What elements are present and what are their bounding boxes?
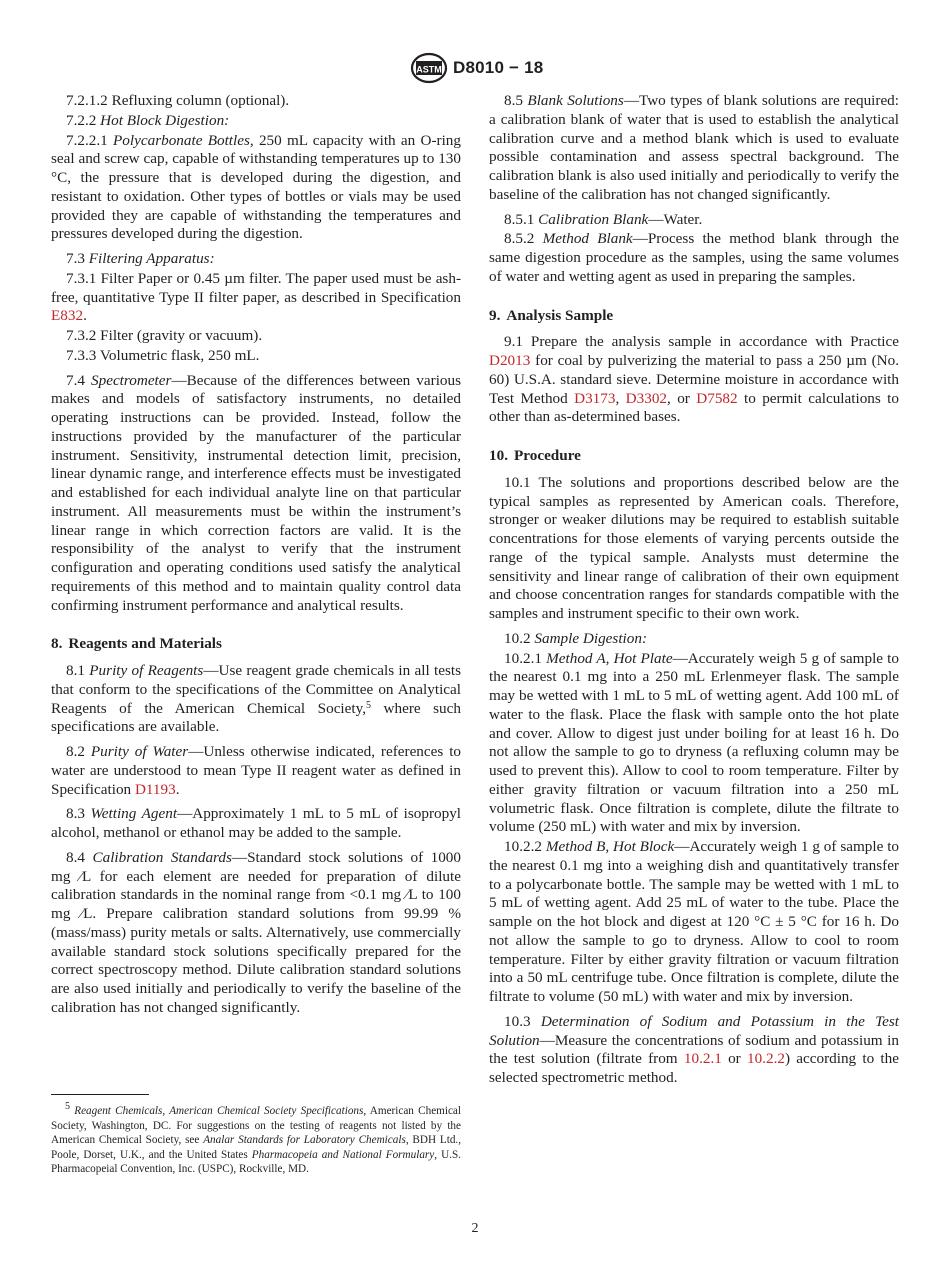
para-9-1: 9.1 Prepare the analysis sample in accordance with Practice D2013 for coal by pulverizing the material to pass a 250 µm (No. 60) U.S.A. standard sieve. Determine moisture in accordance with Test Method D3173, D3302, or D7582 to permit calculations to other than as-determined bases. [489,333,899,426]
link-d2013[interactable]: D2013 [489,352,531,369]
para-8-2: 8.2 Purity of Water—Unless otherwise indicated, references to water are understood to mean Type II reagent water as defined in Specification D1193. [51,743,462,798]
page-number: 2 [471,1221,479,1236]
para-8-5-1: 8.5.1 Calibration Blank—Water. [504,210,703,228]
para-8-5-2: 8.5.2 Method Blank—Process the method blank through the same digestion procedure as the samples, using the same volumes of water and wetting agent as used in preparing the samples. [489,230,900,285]
link-d7582[interactable]: D7582 [696,389,738,407]
link-e832[interactable]: E832 [51,307,84,325]
para-10-2-1: 10.2.1 Method A, Hot Plate—Accurately weigh 5 g of sample to the nearest 0.1 mg into a 250 mL Erlenmeyer flask. The sample may be wetted with 1 mL to 5 mL of wetting agent. Add 100 mL of water to the flask. Place the flask with sample onto the hot plate and cover. Allow to digest just under boiling for at least 16 h. Do not allow the sample to go to dryness (a refluxing column may be used to prevent this). Allow to cool to room temperature. Filter by either gravity filtration or vacuum filtration into a 250 mL volumetric flask. Once filtration is complete, dilute the filtrate to volume (250 mL) with water and mix by inversion. [489,649,899,836]
page-header [0,52,950,86]
astm-logo-icon [410,52,448,84]
link-d3302[interactable]: D3302 [625,389,668,407]
section-heading-8: 8. Reagents and Materials [51,635,222,653]
para-8-4: 8.4 Calibration Standards—Standard stock solutions of 1000 mg ⁄L for each element are needed for preparation of dilute calibration standards in the nominal range from <0.1 mg ⁄L to 100 mg ⁄L. Prepare calibration standard solutions from 99.99 % (mass/mass) purity metals or salts. Alternatively, use commercially available standard stock solutions specifically prepared for the correct spectroscopy method. Dilute calibration standard solutions are also used initially and periodically to verify the baseline of the calibration has not changed significantly. [51,848,461,1016]
left-column [51,92,461,1024]
para-8-1: 8.1 Purity of Reagents—Use reagent grade chemicals in all tests that conform to the specifications of the Committee on Analytical Reagents of the American Chemical Society,$^5$ where such specifications are available. [51,662,461,736]
link-d3173[interactable]: D3173 [574,389,616,407]
para-7-3-2: 7.3.2 Filter (gravity or vacuum). [66,327,263,344]
link-10-2-2[interactable]: 10.2.2 [746,1050,785,1068]
para-10-2-2: 10.2.2 Method B, Hot Block—Accurately weigh 1 g of sample to the nearest 0.1 mg into a weighing dish and quantitatively transfer to a polycarbonate bottle. The sample may be wetted with 1 mL to 5 mL of wetting agent. Add 25 mL of water to the tube. Place the sample on the hot block and digest at 120 °C ± 5 °C for 16 h. Do not allow the sample to go to dryness. Allow to cool to room temperature. Filter by either gravity filtration or vacuum filtration into a 50 mL centrifuge tube. Once filtration is complete, dilute the filtrate to volume (50 mL) with water and mix by inversion. [489,838,900,1005]
para-10-1: 10.1 The solutions and proportions described below are the typical samples as represented by American coals. Therefore, stronger or weaker dilutions may be required to establish suitable concentrations for those elements of varying percents outside the range of the typical sample. Analysts must determine the sensitivity and linear range of calibration of their own equipment and choose concentration ranges for standards compatible with the samples and instrument specific to their own work. [489,473,899,622]
para-8-3: 8.3 Wetting Agent—Approximately 1 mL to 5 mL of isopropyl alcohol, methanol or ethanol may be added to the sample. [51,805,462,841]
para-7-3: 7.3 Filtering Apparatus: [66,250,215,267]
link-10-2-1[interactable]: 10.2.1 [683,1050,722,1068]
footnote-divider [51,1094,149,1095]
para-8-5: 8.5 Blank Solutions—Two types of blank solutions are required: a calibration blank of water that is used to establish the analytical calibration curve and a method blank which is used to evaluate possible contamination and assess spectral background. The calibration blank is also used initially and periodically to verify the baseline of the calibration has not changed significantly. [489,92,899,203]
para-7-4: 7.4 Spectrometer—Because of the differences between various makes and models of satisfactory instruments, no detailed operating instructions can be provided. Instead, follow the instructions provided by the manufacturer of the particular instrument. Sensitivity, instrumental detection limit, precision, linear dynamic range, and interference effects must be investigated and established for each individual analyte line on that particular instrument. All measurements must be within the instrument’s linear range in which correction factors are valid. It is the responsibility of the analyst to verify that the instrument configuration and operating conditions used satisfy the analytical requirements of this method and to maintain quality control data confirming instrument performance and analytical results. [51,371,462,614]
footnote-5: $^5$ Reagent Chemicals, American Chemical Society Specifications, American Chemical Society, Washington, DC. For suggestions on the testing of reagents not listed by the American Chemical Society, see Analar Standards for Laboratory Chemicals, BDH Ltd., Poole, Dorset, U.K., and the United States Pharmacopeia and National Formulary, U.S. Pharmacopeial Convention, Inc. (USPC), Rockville, MD. [51,1101,462,1175]
para-7-2-2-1: 7.2.2.1 Polycarbonate Bottles, 250 mL capacity with an O-ring seal and screw cap, capable of withstanding temperatures up to 130 °C, the pressure that is developed during the digestion, and resistant to oxidation. Other types of bottles or vials may be used provided they are capable of withstanding the temperatures and pressures developed during the digestion. [51,131,461,243]
para-10-3: 10.3 Determination of Sodium and Potassium in the Test Solution—Measure the concentrations of sodium and potassium in the test solution (filtrate from 10.2.1 or 10.2.2) according to the selected spectrometric method. [489,1012,899,1086]
para-7-2-2: 7.2.2 Hot Block Digestion: [66,111,230,129]
para-10-2: 10.2 Sample Digestion: [504,629,647,647]
para-7-3-3: 7.3.3 Volumetric flask, 250 mL. [66,346,260,364]
para-7-2-1-2: 7.2.1.2 Refluxing column (optional). [66,92,290,109]
astm-logo-text: ASTM [416,64,442,75]
section-heading-9: 9. Analysis Sample [489,306,614,324]
footnote-ref: 5 [366,699,372,711]
section-heading-10: 10. Procedure [489,447,581,464]
right-column [489,92,899,1094]
para-7-3-1: 7.3.1 Filter Paper or 0.45 µm filter. The paper used must be ash-free, quantitative Type II filter paper, as described in Specification E832. [51,269,461,325]
link-d1193[interactable]: D1193 [134,780,176,798]
document-id: D8010 − 18 [453,58,544,77]
